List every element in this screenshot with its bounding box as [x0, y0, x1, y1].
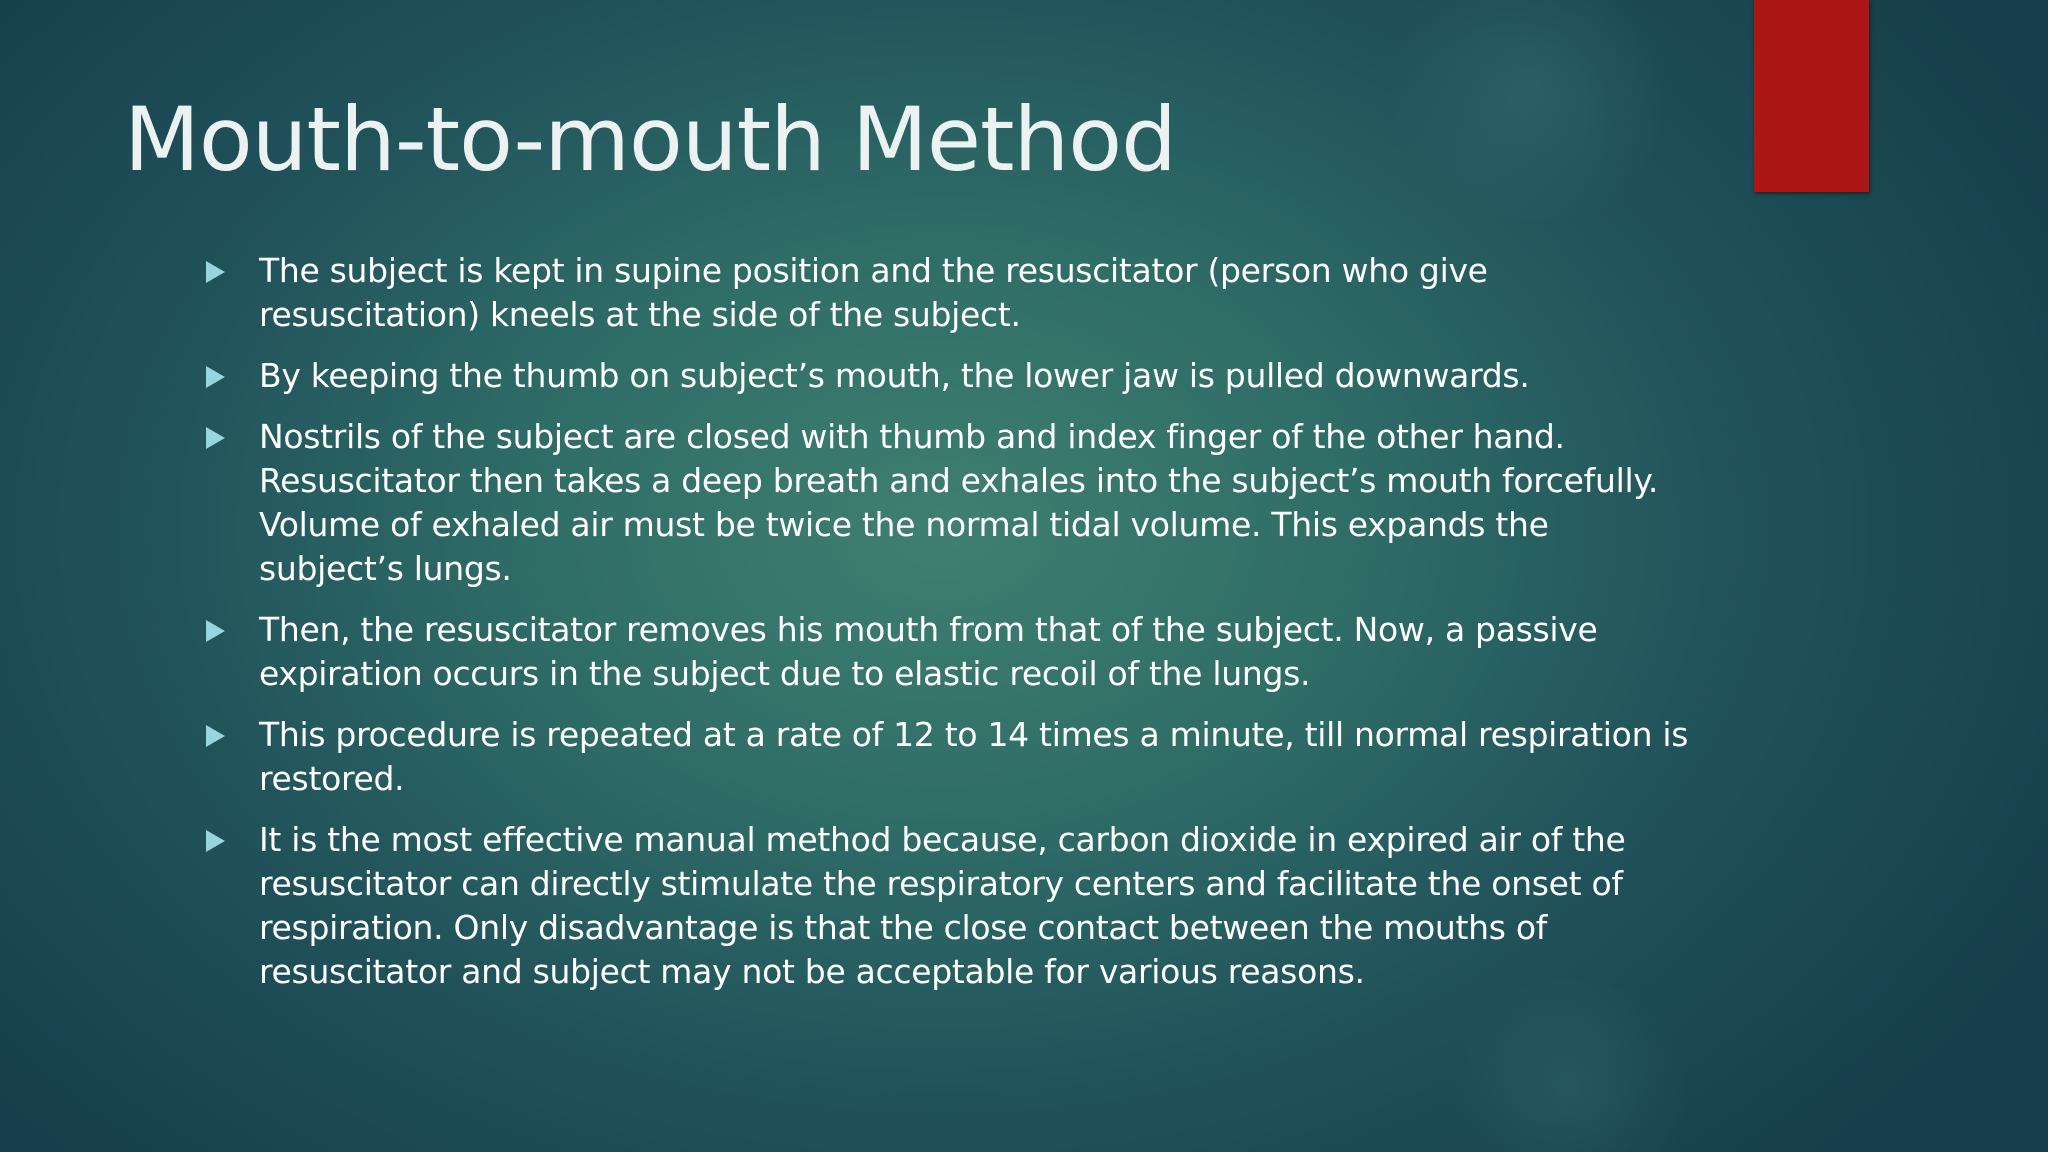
accent-bar — [1754, 0, 1869, 192]
bullet-text: By keeping the thumb on subject’s mouth, the lower jaw is pulled downwards. — [259, 356, 1530, 395]
bullet-text: Nostrils of the subject are closed with thumb and index finger of the other hand. Resuscitator then takes a deep breath and exhales into the subject’s mouth forcefully. Volume of exhaled air must be twice the normal tidal volume. This expands the subject’s lungs. — [259, 417, 1659, 588]
bullet-item — [200, 818, 1700, 994]
bullet-item — [200, 608, 1700, 696]
bullet-item — [200, 415, 1700, 591]
bullet-text: This procedure is repeated at a rate of 12 to 14 times a minute, till normal respiration is restored. — [259, 715, 1689, 798]
bullet-item — [200, 713, 1700, 801]
bullet-text: The subject is kept in supine position and the resuscitator (person who give resuscitation) kneels at the side of the subject. — [259, 251, 1488, 334]
slide-title: Mouth-to-mouth Method — [124, 88, 1176, 191]
bullet-list — [200, 249, 1700, 1011]
bullet-item — [200, 249, 1700, 337]
bullet-arrow-icon — [206, 427, 225, 449]
bullet-arrow-icon — [206, 725, 225, 747]
bullet-arrow-icon — [206, 620, 225, 642]
bullet-text: Then, the resuscitator removes his mouth from that of the subject. Now, a passive expiration occurs in the subject due to elastic recoil of the lungs. — [259, 610, 1598, 693]
background-glow-top — [1380, 0, 1680, 220]
bullet-arrow-icon — [206, 366, 225, 388]
bullet-item — [200, 354, 1700, 398]
bullet-arrow-icon — [206, 830, 225, 852]
bullet-arrow-icon — [206, 261, 225, 283]
bullet-text: It is the most effective manual method because, carbon dioxide in expired air of the resuscitator can directly stimulate the respiratory centers and facilitate the onset of respiration. Only disadvantage is that the close contact between the mouths of resuscitator and subject may not be acceptable for various reasons. — [259, 820, 1626, 991]
